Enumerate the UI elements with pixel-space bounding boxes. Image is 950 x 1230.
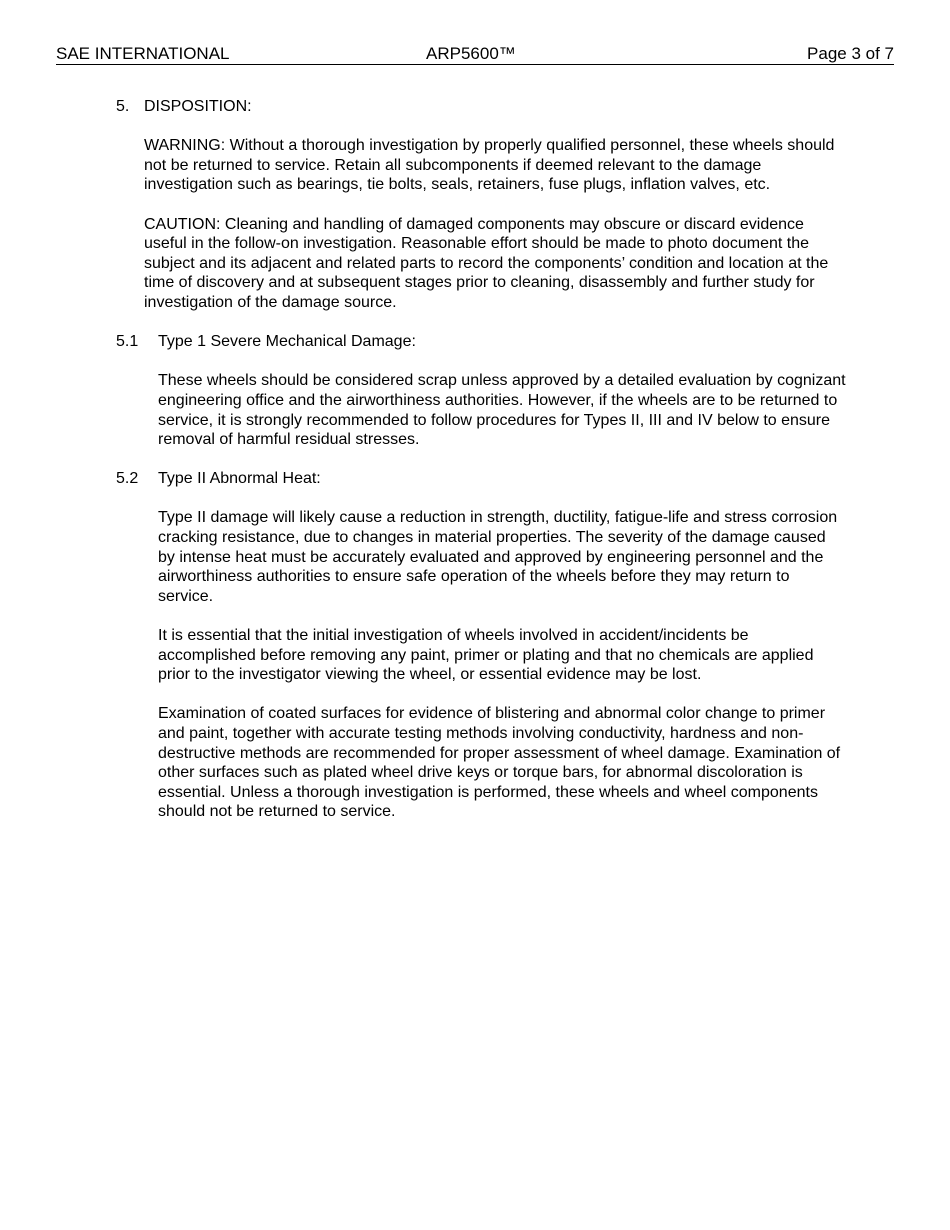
- header-page-number: Page 3 of 7: [807, 44, 894, 63]
- page-header: [56, 44, 894, 65]
- section-5-2-heading: [116, 469, 846, 489]
- document-body: [116, 97, 846, 822]
- header-document-number: ARP5600™: [426, 44, 516, 63]
- section-5-title: DISPOSITION:: [144, 98, 252, 115]
- header-organization: SAE INTERNATIONAL: [56, 44, 230, 63]
- section-5-1-number: 5.1: [116, 333, 139, 351]
- section-5-2-paragraph-2: It is essential that the initial investigation of wheels involved in accident/incidents be accomplished before removing any paint, primer or plating and that no chemicals are applied prior to the investigator viewing the wheel, or essential evidence may be lost.: [158, 627, 814, 684]
- caution-paragraph: CAUTION: Cleaning and handling of damaged components may obscure or discard evidence useful in the follow-on investigation. Reasonable effort should be made to photo document the subject and its adjacent and related parts to record the components’ condition and location at the time of discovery and at subsequent stages prior to cleaning, disassembly and further study for investigation of the damage source.: [144, 215, 829, 311]
- section-5-2-paragraph-1: Type II damage will likely cause a reduction in strength, ductility, fatigue-life and stress corrosion cracking resistance, due to changes in material properties. The severity of the damage caused by intense heat must be accurately evaluated and approved by engineering personnel and the airworthiness authorities to ensure safe operation of the wheels before they may return to service.: [158, 509, 838, 605]
- section-5-1-heading: [116, 332, 846, 352]
- warning-paragraph: WARNING: Without a thorough investigation by properly qualified personnel, these wheels should not be returned to service. Retain all subcomponents if deemed relevant to the damage investigation such as bearings, tie bolts, seals, retainers, fuse plugs, inflation valves, etc.: [144, 137, 835, 194]
- section-5-number: 5.: [116, 98, 130, 115]
- section-5-2-number: 5.2: [116, 470, 139, 488]
- section-5-1-title: Type 1 Severe Mechanical Damage:: [158, 333, 416, 351]
- section-5-2-paragraph-3: Examination of coated surfaces for evidence of blistering and abnormal color change to primer and paint, together with accurate testing methods involving conductivity, hardness and non-destructive methods are recommended for proper assessment of wheel damage. Examination of other surfaces such as plated wheel drive keys or torque bars, for abnormal discoloration is essential. Unless a thorough investigation is performed, these wheels and wheel components should not be returned to service.: [158, 705, 841, 821]
- section-5-heading: [116, 97, 846, 117]
- section-5-1-paragraph: These wheels should be considered scrap unless approved by a detailed evaluation by cognizant engineering office and the airworthiness authorities. However, if the wheels are to be returned to service, it is strongly recommended to follow procedures for Types II, III and IV below to ensure removal of harmful residual stresses.: [158, 372, 846, 449]
- section-5-2-title: Type II Abnormal Heat:: [158, 470, 321, 488]
